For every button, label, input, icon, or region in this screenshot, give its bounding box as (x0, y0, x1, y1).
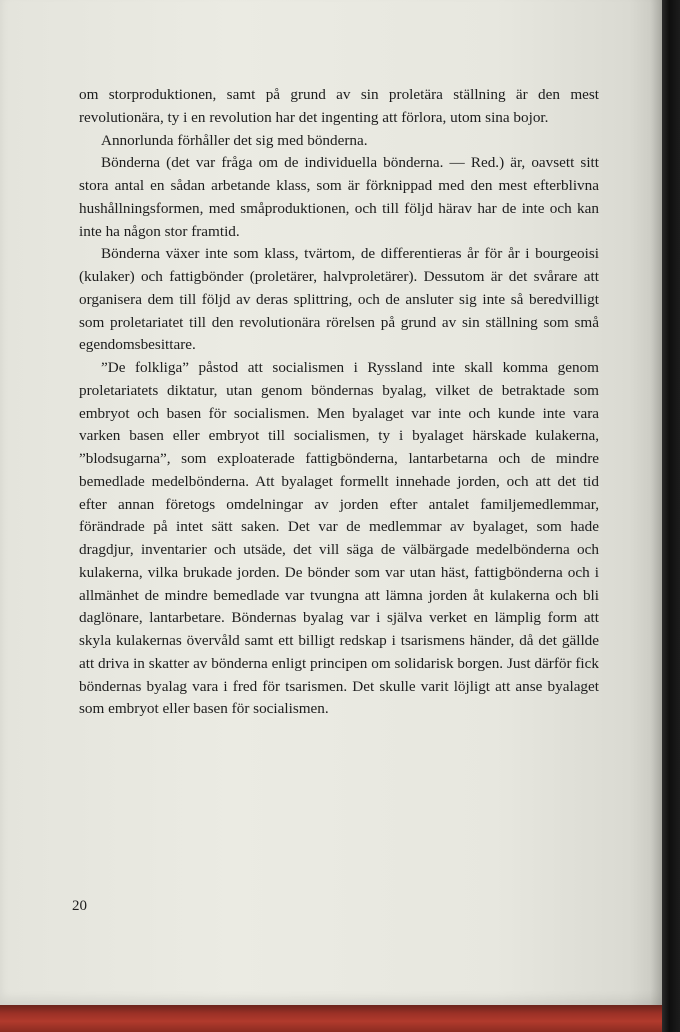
body-text (79, 84, 599, 721)
paragraph: ”De folkliga” påstod att socialismen i Ryssland inte skall komma genom proletariatets diktatur, utan genom böndernas byalag, vilket de betraktade som embryot och basen för socialismen. Men byalaget var inte och kunde inte vara varken basen eller embryot till socialismen, ty i byalaget härskade kulakerna, ”blodsugarna”, som exploaterade fattigbönderna, lantarbetarna och de mindre bemedlade medelbönderna. Att byalaget formellt innehade jorden, och att det tid efter annan företogs omdelningar av jorden efter antalet familjemedlemmar, förändrade på intet sätt saken. Det var de medlemmar av byalaget, som hade dragdjur, inventarier och utsäde, det vill säga de välbärgade medelbönderna och kulakerna, vilka brukade jorden. De bönder som var utan häst, fattigbönderna och i allmänhet de mindre bemedlade var tvungna att lämna jorden åt kulakerna och bli daglönare, lantarbetare. Böndernas byalag var i själva verket en lämplig form att skyla kulakernas övervåld samt ett billigt redskap i tsarismens händer, då det gällde att driva in skatter av bönderna enligt principen om solidarisk borgen. Just därför fick böndernas byalag vara i fred för tsarismen. Det skulle varit löjligt att anse byalaget som embryot eller basen för socialismen. (79, 359, 599, 718)
book-edge (662, 0, 680, 1032)
paragraph: Bönderna (det var fråga om de individuella bönderna. — Red.) är, oavsett sitt stora antal en sådan arbetande klass, som är förknippad med den mest efterblivna hushållningsformen, med småproduktionen, och till följd härav har de inte och kan inte ha någon stor framtid. (79, 154, 599, 240)
paragraph: om storproduktionen, samt på grund av sin proletära ställning är den mest revolutionära, ty i en revolution har det ingenting att förlora, utom sina bojor. (79, 86, 599, 126)
page-gutter-shadow (650, 0, 662, 1005)
paragraph: Bönderna växer inte som klass, tvärtom, de differentieras år för år i bourgeoisi (kulaker) och fattigbönder (proletärer, halvproletärer). Dessutom är det svårare att organisera dem till följd av deras splittring, och de ansluter sig inte så beredvilligt som proletariatet till den revolutionära rörelsen på grund av sin ställning som små egendomsbesittare. (79, 245, 599, 354)
book-cover-edge (0, 1005, 662, 1032)
paragraph: Annorlunda förhåller det sig med bönderna. (101, 131, 368, 149)
page-number: 20 (72, 898, 87, 914)
